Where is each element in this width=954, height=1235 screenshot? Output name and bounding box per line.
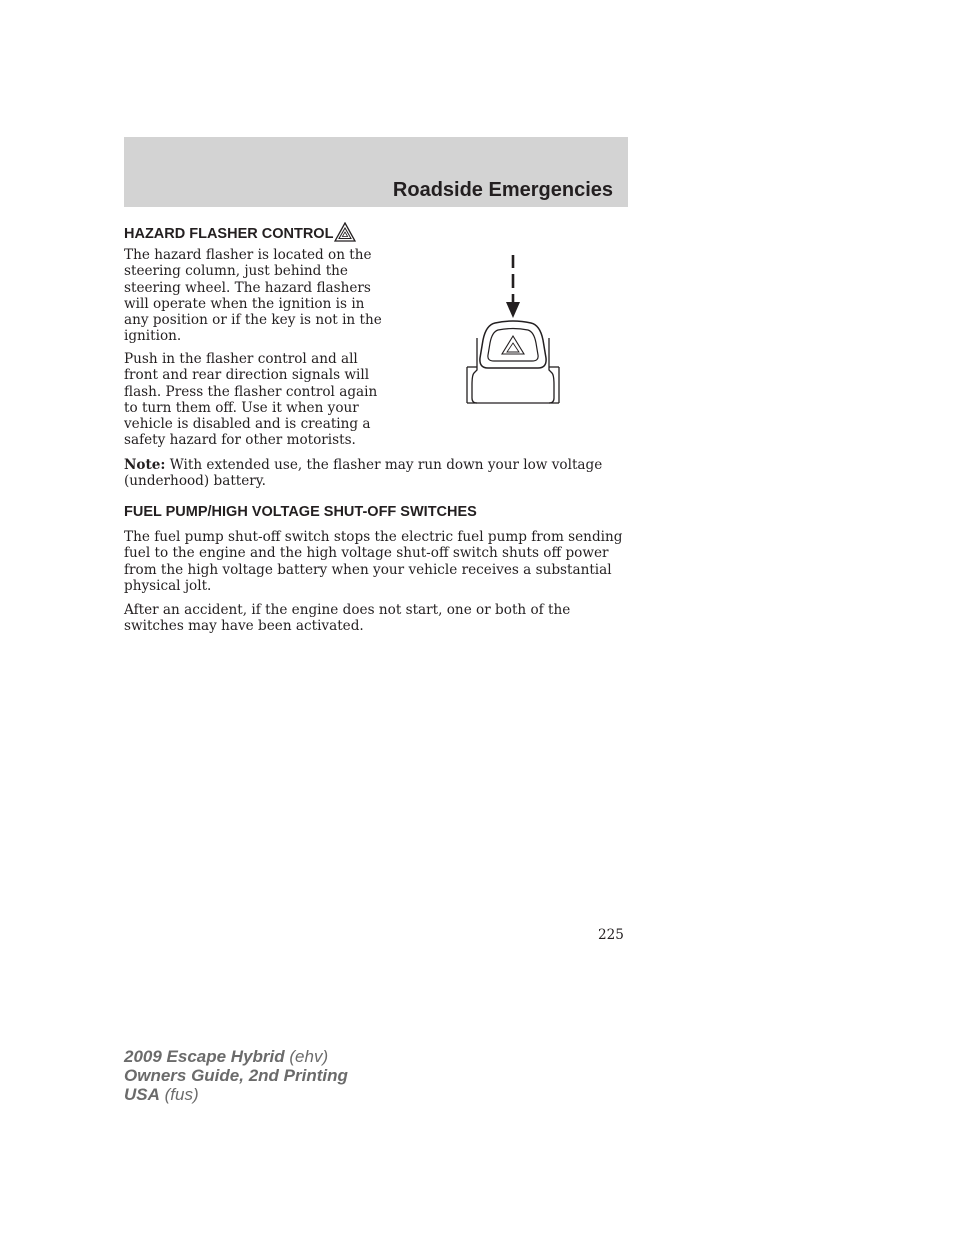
hazard-note-paragraph <box>124 457 629 490</box>
page-number: 225 <box>598 927 624 943</box>
accident-paragraph: After an accident, if the engine does not start, one or both of the switches may have been activated. <box>124 602 571 635</box>
hazard-location-paragraph: The hazard flasher is located on the steering column, just behind the steering wheel. The hazard flashers will operate when the ignition is in any position or if the key is not in the ignition. <box>124 247 382 345</box>
footer-imprint <box>124 1047 348 1104</box>
hazard-button-illustration <box>460 250 570 414</box>
hazard-usage-paragraph: Push in the flasher control and all front and rear direction signals will flash. Press the flasher control again to turn them off. Use it when your vehicle is disabled and is creating a safety hazard for other motorists. <box>124 351 378 449</box>
note-text: With extended use, the flasher may run down your low voltage (underhood) battery. <box>124 457 603 490</box>
footer-line-1 <box>124 1047 348 1066</box>
note-label: Note: <box>124 457 166 473</box>
section-header-bar <box>124 137 628 207</box>
footer-line-2: Owners Guide, 2nd Printing <box>124 1066 348 1085</box>
footer-market-code: (fus) <box>159 1085 199 1104</box>
section-title: Roadside Emergencies <box>392 179 613 201</box>
fuel-pump-paragraph: The fuel pump shut-off switch stops the electric fuel pump from sending fuel to the engine and the high voltage shut-off switch shuts off power from the high voltage battery when your vehicle receives a substantial physical jolt. <box>124 529 623 594</box>
hazard-flasher-heading <box>124 222 356 246</box>
footer-model: 2009 Escape Hybrid <box>124 1047 285 1066</box>
warning-triangle-icon <box>334 222 356 246</box>
footer-line-3 <box>124 1085 348 1104</box>
hazard-button-icon <box>460 250 570 410</box>
footer-model-code: (ehv) <box>284 1047 329 1066</box>
fuel-pump-heading: FUEL PUMP/HIGH VOLTAGE SHUT-OFF SWITCHES <box>124 504 477 520</box>
footer-market: USA <box>124 1085 160 1104</box>
hazard-flasher-heading-text: HAZARD FLASHER CONTROL <box>124 226 334 242</box>
